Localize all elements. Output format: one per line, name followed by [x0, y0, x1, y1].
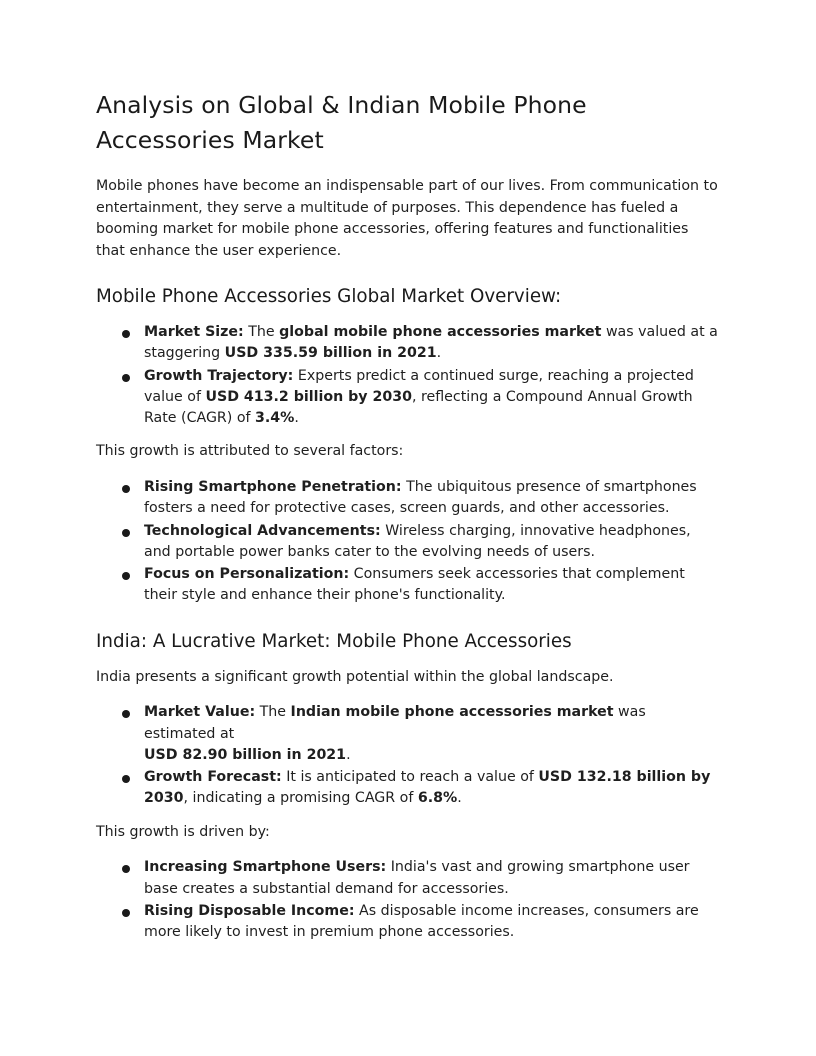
bullet-label: Market Size: [144, 324, 244, 340]
bullet-text: Consumers seek accessories that complement their style and enhance their phone's functionality. [144, 566, 685, 604]
global-growth-factors-lead: This growth is attributed to several factors: [96, 443, 404, 460]
bullet-text: . [294, 410, 299, 427]
bullet-text: , indicating a promising CAGR of [183, 790, 418, 807]
list-item [120, 322, 720, 365]
bullet-rich-text [144, 769, 710, 806]
bullet-text: Wireless charging, innovative headphones, and portable power banks cater to the evolving needs of users. [144, 522, 691, 560]
india-growth-drivers-bullets [96, 857, 720, 943]
bullet-text: Experts predict a continued surge, reaching a projected value of [144, 367, 694, 405]
section-heading-global: Mobile Phone Accessories Global Market Overview: [96, 286, 562, 307]
bullet-text: The [243, 324, 280, 340]
bullet-label: Growth Forecast: [144, 769, 282, 786]
bullet-rich-text [144, 903, 699, 940]
list-item [120, 702, 720, 766]
bullet-text: was valued at a staggering [144, 324, 718, 362]
bullet-rich-text [144, 704, 646, 763]
list-item [120, 564, 720, 607]
bullet-text: , reflecting a Compound Annual Growth Rate (CAGR) of [144, 388, 693, 427]
list-item [120, 366, 720, 430]
page-title: Analysis on Global & Indian Mobile Phone Accessories Market [96, 91, 587, 154]
list-item [120, 477, 720, 520]
global-growth-factors-bullets [96, 477, 720, 607]
bullet-text: The ubiquitous presence of smartphones fosters a need for protective cases, screen guards, and other accessories. [144, 478, 697, 517]
list-item [120, 521, 720, 564]
bullet-label: Focus on Personalization: [144, 566, 350, 583]
bullet-rich-text [144, 324, 718, 361]
bullet-label: Growth Trajectory: [144, 367, 294, 384]
bullet-rich-text [144, 368, 694, 427]
bullet-rich-text [144, 479, 697, 516]
list-item [120, 901, 720, 944]
bullet-text: As disposable income increases, consumers are more likely to invest in premium phone accessories. [144, 902, 699, 941]
bullet-emphasis: USD 82.90 billion in 2021 [144, 746, 347, 763]
bullet-text: . [346, 746, 351, 763]
bullet-label: Rising Smartphone Penetration: [144, 478, 402, 495]
list-item [120, 767, 720, 810]
bullet-emphasis: USD 413.2 billion by 2030 [205, 388, 412, 405]
bullet-label: Market Value: [144, 704, 256, 721]
bullet-emphasis: USD 335.59 billion in 2021 [224, 345, 437, 362]
bullet-rich-text [144, 566, 685, 603]
section-heading-india: India: A Lucrative Market: Mobile Phone Accessories [96, 630, 572, 652]
bullet-label: Rising Disposable Income: [144, 902, 355, 919]
bullet-text: . [457, 790, 462, 807]
bullet-text: India's vast and growing smartphone user base creates a substantial demand for accessories. [144, 859, 690, 897]
bullet-rich-text [144, 859, 690, 896]
global-market-bullets [96, 322, 720, 429]
bullet-rich-text [144, 523, 691, 560]
bullet-text: . [436, 345, 442, 362]
india-lead-paragraph: India presents a significant growth potential within the global landscape. [96, 668, 614, 685]
list-item [120, 857, 720, 900]
bullet-text: It is anticipated to reach a value of [281, 769, 539, 786]
bullet-emphasis: Indian mobile phone accessories market [290, 704, 614, 721]
bullet-emphasis: 3.4% [255, 410, 295, 427]
india-market-bullets [96, 702, 720, 809]
bullet-text: The [255, 704, 291, 721]
bullet-label: Increasing Smartphone Users: [144, 859, 387, 876]
intro-paragraph: Mobile phones have become an indispensable part of our lives. From communication to entertainment, they serve a multitude of purposes. This dependence has fueled a booming market for mobile phone accessories, offering features and functionalities that enhance the user experience. [96, 178, 718, 259]
bullet-emphasis: USD 132.18 billion by 2030 [144, 769, 711, 807]
india-growth-drivers-lead: This growth is driven by: [96, 823, 270, 840]
bullet-emphasis: 6.8% [417, 790, 458, 807]
bullet-label: Technological Advancements: [144, 522, 381, 539]
bullet-text: was estimated at [144, 704, 646, 742]
bullet-emphasis: global mobile phone accessories market [279, 324, 602, 340]
